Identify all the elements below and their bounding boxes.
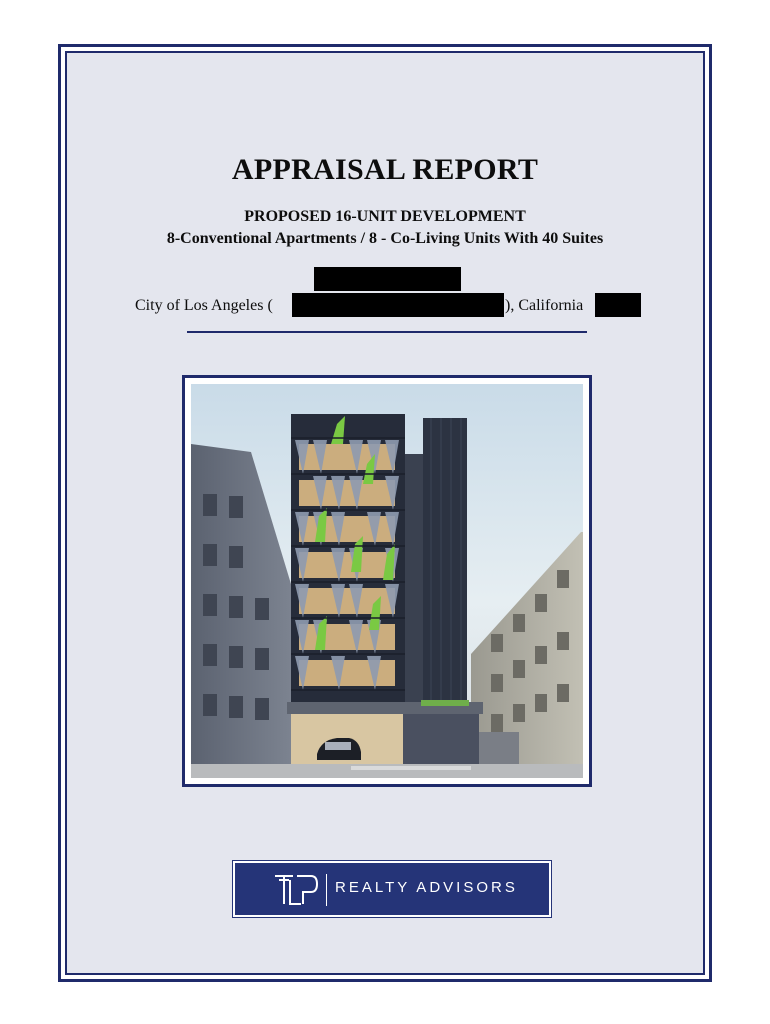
redacted-block-neighborhood <box>292 293 504 317</box>
logo-separator <box>326 874 327 906</box>
page-inner-border <box>65 51 705 975</box>
logo-text: REALTY ADVISORS <box>335 879 518 896</box>
company-logo <box>233 861 551 917</box>
report-title: APPRAISAL REPORT <box>231 153 539 186</box>
tlp-logo-mark-icon <box>273 872 319 908</box>
city-text: City of Los Angeles ( <box>135 297 273 314</box>
development-subtitle: PROPOSED 16-UNIT DEVELOPMENT <box>244 208 526 225</box>
state-text: ), California <box>505 297 584 314</box>
redacted-block-zip <box>595 293 641 317</box>
title-divider <box>187 331 587 333</box>
building-rendering-image <box>191 384 583 778</box>
unit-description: 8-Conventional Apartments / 8 - Co-Living Units With 40 Suites <box>166 230 604 247</box>
photo-frame <box>182 375 592 787</box>
page-outer-border <box>58 44 712 982</box>
redacted-block-address <box>314 267 461 291</box>
